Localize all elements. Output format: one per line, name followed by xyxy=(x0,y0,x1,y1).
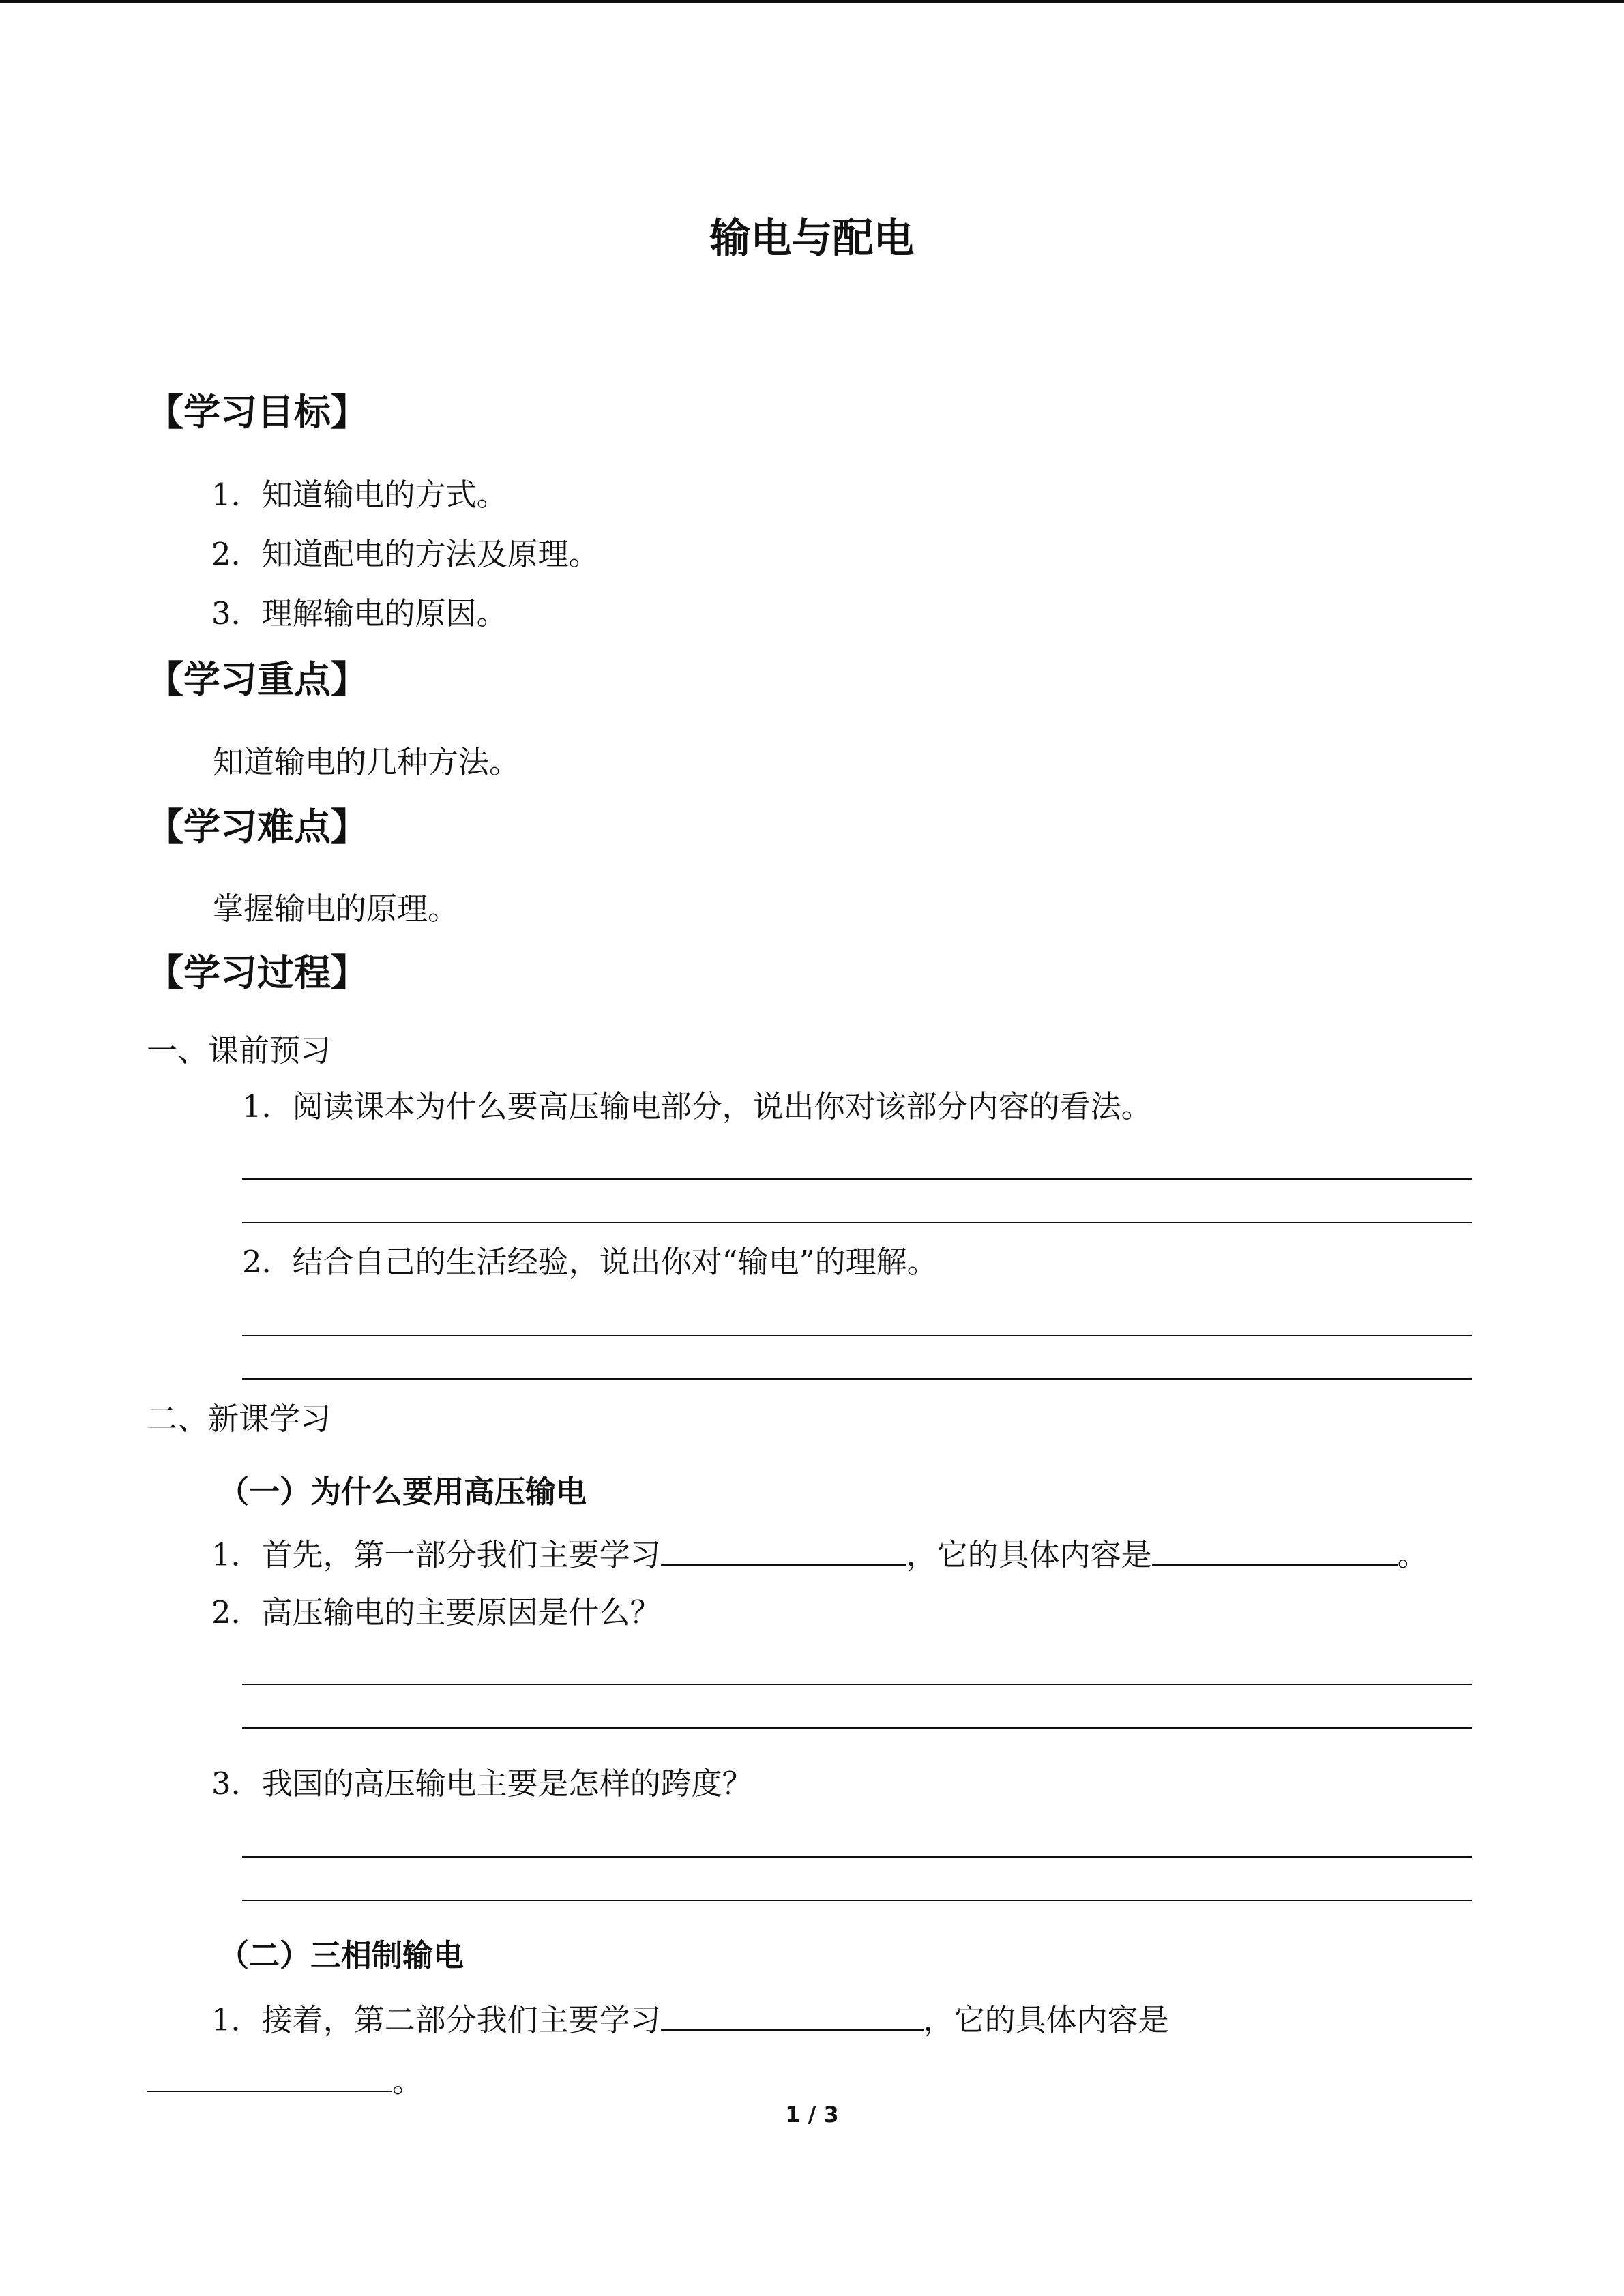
answer-line[interactable] xyxy=(242,1178,1472,1180)
page-title: 输电与配电 xyxy=(709,215,915,263)
preview-question-1: 1．阅读课本为什么要高压输电部分，说出你对该部分内容的看法。 xyxy=(242,1088,1152,1124)
part2-q1-text-a: 1．接着，第二部分我们主要学习 xyxy=(211,2001,661,2038)
preview-heading: 一、课前预习 xyxy=(147,1032,331,1069)
goal-item-3: 3．理解输电的原因。 xyxy=(211,595,507,631)
part1-question-3: 3．我国的高压输电主要是怎样的跨度？ xyxy=(211,1765,753,1802)
new-lesson-heading: 二、新课学习 xyxy=(147,1401,331,1437)
section-heading-key: 【学习重点】 xyxy=(147,658,368,701)
answer-line[interactable] xyxy=(242,1378,1472,1380)
part2-title: （二）三相制输电 xyxy=(218,1937,464,1973)
answer-line[interactable] xyxy=(242,1727,1472,1729)
answer-line[interactable] xyxy=(242,1900,1472,1901)
answer-line[interactable] xyxy=(242,1856,1472,1858)
part1-question-2: 2．高压输电的主要原因是什么？ xyxy=(211,1594,661,1630)
page-number: 1 / 3 xyxy=(785,2102,839,2128)
part1-q1-text-b: ，它的具体内容是 xyxy=(906,1536,1152,1573)
part1-q1-text-c: 。 xyxy=(1397,1536,1428,1573)
section-heading-difficulty: 【学习难点】 xyxy=(147,805,368,848)
goal-item-2: 2．知道配电的方法及原理。 xyxy=(211,536,600,572)
difficulty-text: 掌握输电的原理。 xyxy=(213,891,459,927)
goal-item-1: 1．知道输电的方式。 xyxy=(211,477,507,513)
part2-question-1 xyxy=(211,2001,1169,2036)
part2-q1-text-b: ，它的具体内容是 xyxy=(923,2001,1169,2038)
key-point-text: 知道输电的几种方法。 xyxy=(213,744,520,780)
fill-in-blank[interactable] xyxy=(1152,1536,1398,1566)
part1-question-1 xyxy=(211,1536,1428,1573)
fill-in-blank[interactable] xyxy=(147,2063,392,2092)
fill-in-blank[interactable] xyxy=(661,1536,906,1566)
section-heading-process: 【学习过程】 xyxy=(147,951,368,994)
part1-q1-text-a: 1．首先，第一部分我们主要学习 xyxy=(211,1536,661,1573)
part1-title: （一）为什么要用高压输电 xyxy=(218,1474,587,1510)
top-border xyxy=(0,0,1624,3)
answer-line[interactable] xyxy=(242,1335,1472,1336)
answer-line[interactable] xyxy=(242,1222,1472,1223)
answer-line[interactable] xyxy=(242,1684,1472,1685)
part2-question-1-continued xyxy=(147,2063,424,2100)
section-heading-goals: 【学习目标】 xyxy=(147,391,368,434)
fill-in-blank[interactable] xyxy=(661,2001,924,2031)
part2-q1-text-c: 。 xyxy=(392,2063,424,2100)
preview-question-2: 2．结合自己的生活经验，说出你对“输电”的理解。 xyxy=(242,1244,938,1280)
